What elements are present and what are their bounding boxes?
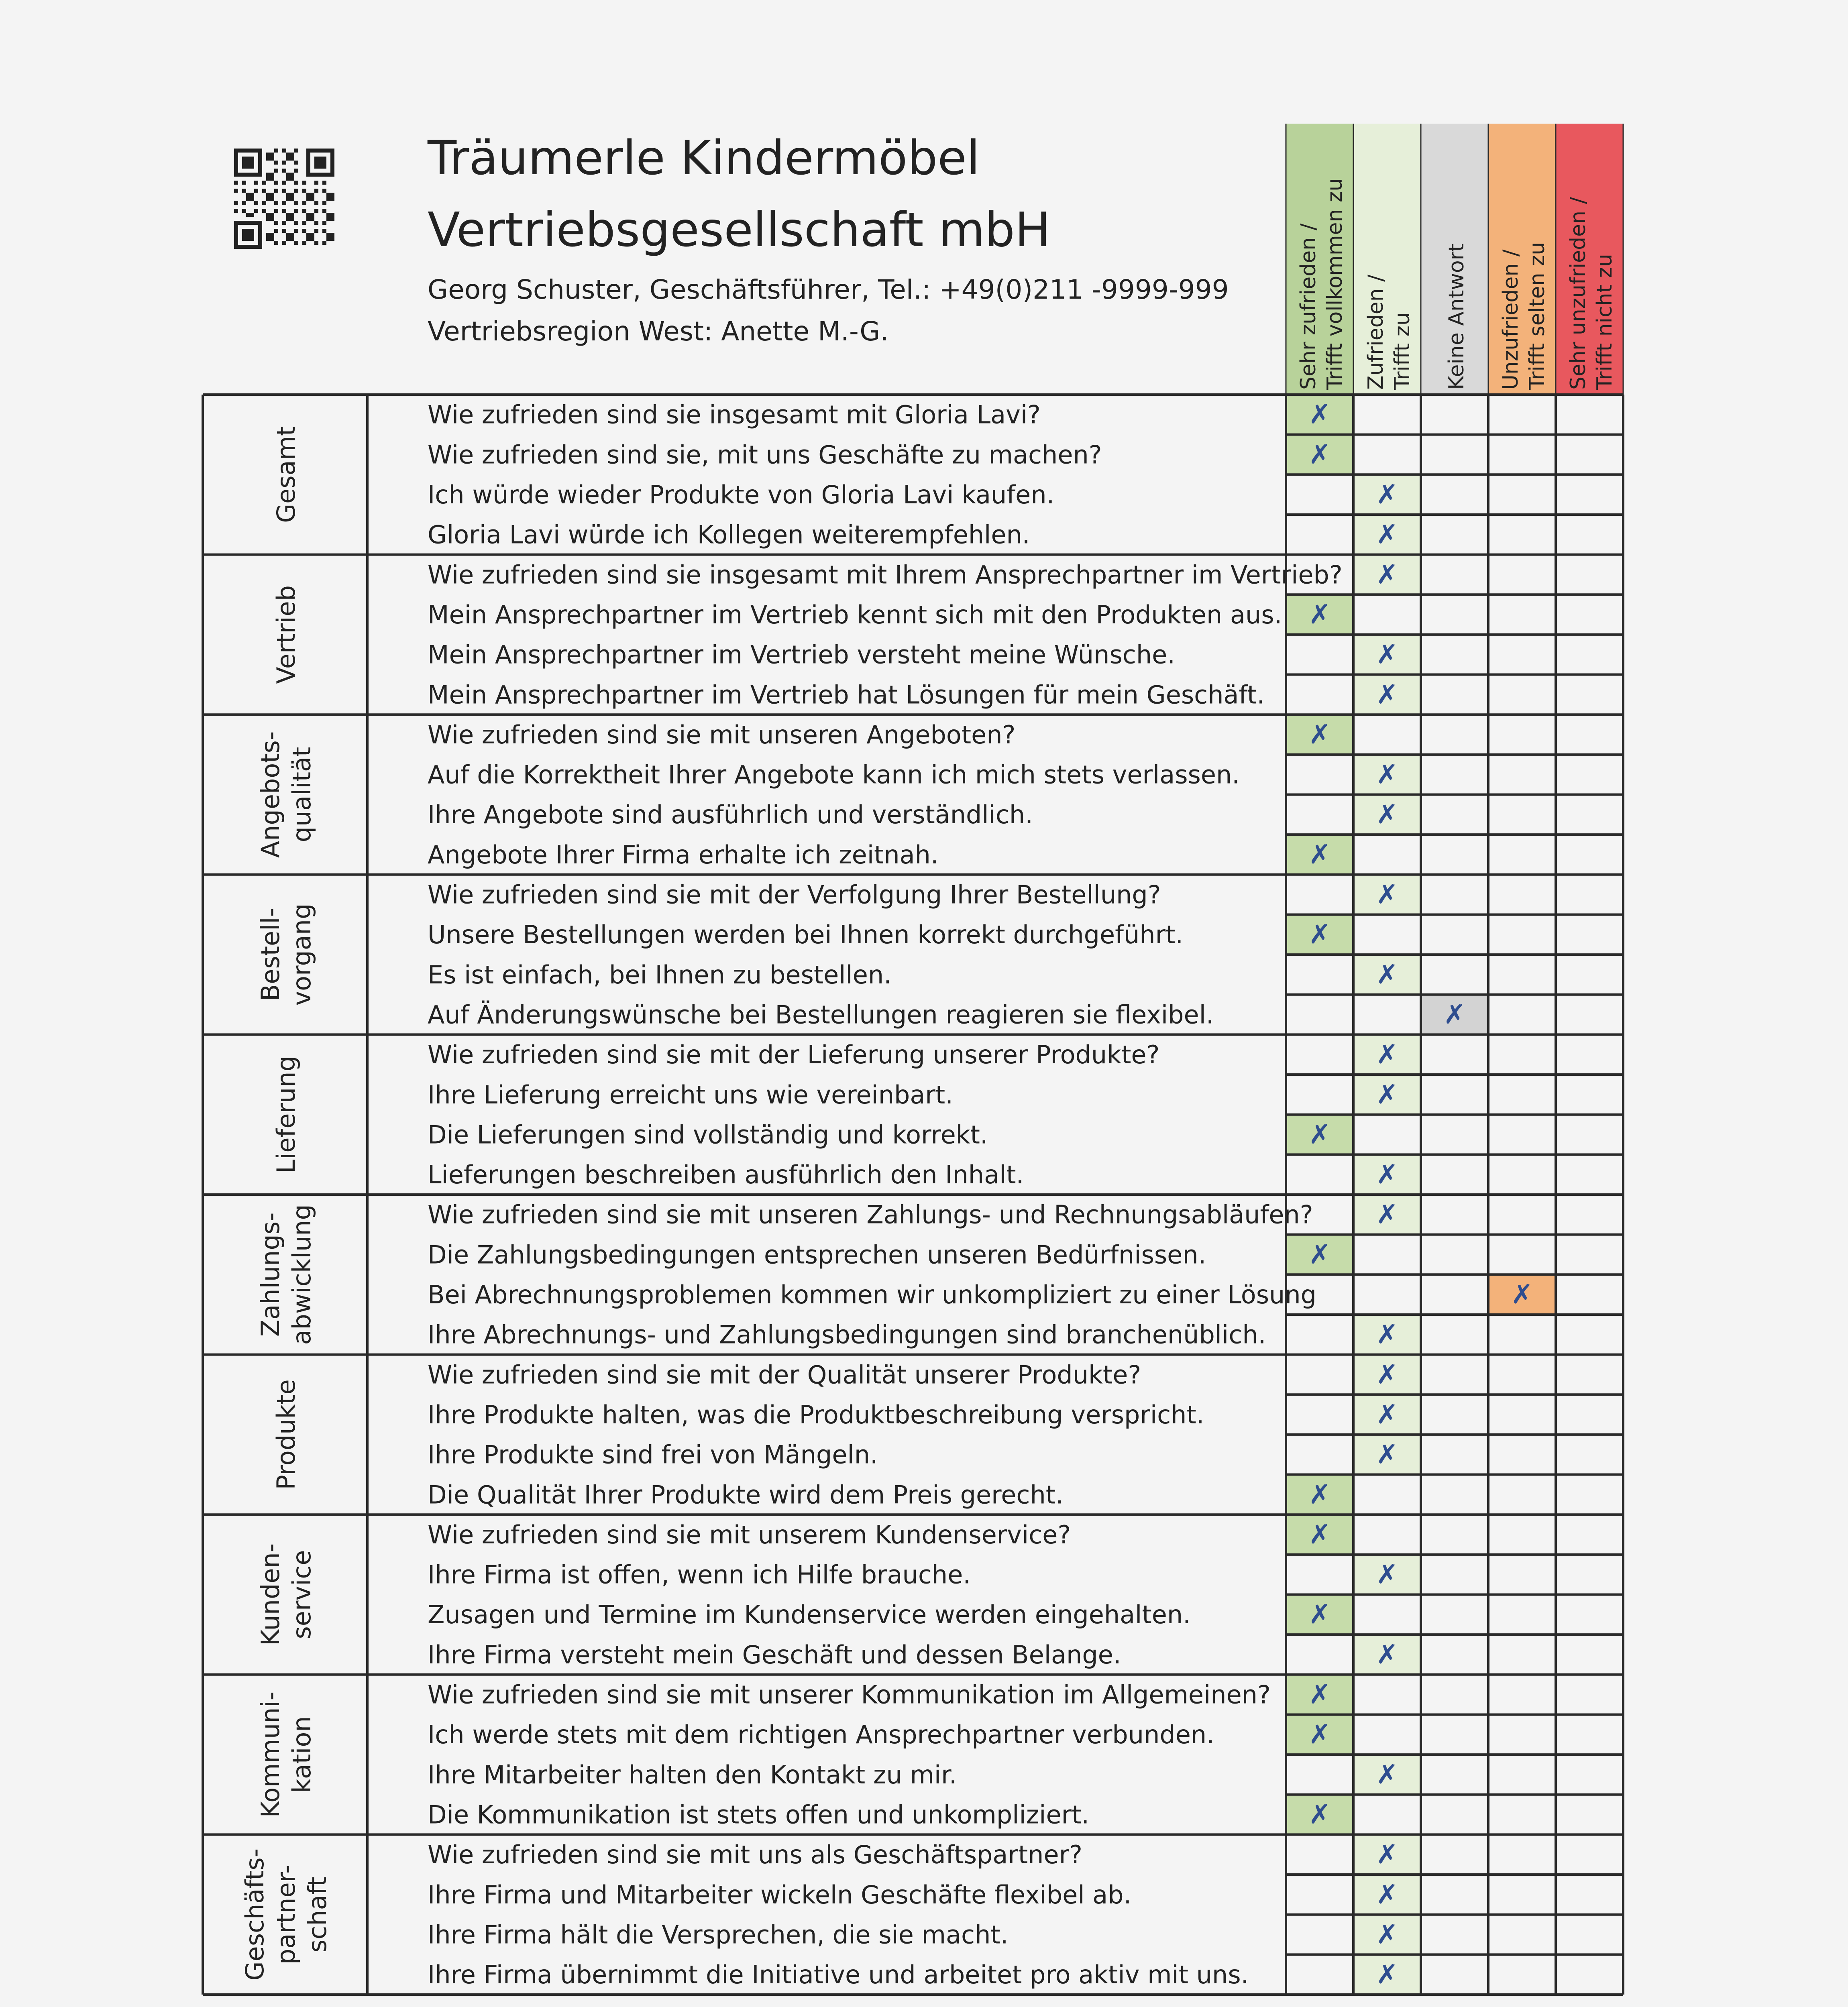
answer-mark: ✗ bbox=[1376, 1159, 1398, 1190]
answer-mark: ✗ bbox=[1376, 1839, 1398, 1870]
answer-column-label: Sehr unzufrieden / bbox=[1566, 197, 1590, 390]
answer-mark: ✗ bbox=[1376, 639, 1398, 670]
section-label: Bestell- bbox=[256, 908, 285, 1001]
question-text: Ihre Firma hält die Versprechen, die sie macht. bbox=[428, 1920, 1009, 1950]
answer-mark: ✗ bbox=[1376, 559, 1398, 590]
section-label: Lieferung bbox=[271, 1056, 301, 1174]
contact-line: Georg Schuster, Geschäftsführer, Tel.: +49(0)211 -9999-999 bbox=[428, 274, 1229, 305]
question-text: Unsere Bestellungen werden bei Ihnen korrekt durchgeführt. bbox=[428, 920, 1184, 950]
section-label: service bbox=[287, 1550, 316, 1639]
section-label: partner- bbox=[271, 1865, 301, 1964]
answer-mark: ✗ bbox=[1376, 879, 1398, 910]
section-label: Kommuni- bbox=[256, 1691, 285, 1818]
question-text: Wie zufrieden sind sie mit unseren Zahlungs- und Rechnungsabläufen? bbox=[428, 1200, 1313, 1229]
section-label: Vertrieb bbox=[271, 585, 301, 684]
question-text: Wie zufrieden sind sie insgesamt mit Ihrem Ansprechpartner im Vertrieb? bbox=[428, 560, 1343, 590]
answer-mark: ✗ bbox=[1376, 1359, 1398, 1390]
section-label: Kunden- bbox=[256, 1543, 285, 1646]
question-text: Ihre Mitarbeiter halten den Kontakt zu mir. bbox=[428, 1760, 957, 1789]
answer-mark: ✗ bbox=[1308, 1518, 1331, 1550]
question-text: Wie zufrieden sind sie mit der Verfolgung Ihrer Bestellung? bbox=[428, 880, 1161, 910]
answer-mark: ✗ bbox=[1376, 1879, 1398, 1910]
question-text: Ihre Lieferung erreicht uns wie vereinbart. bbox=[428, 1080, 953, 1109]
answer-mark: ✗ bbox=[1308, 399, 1331, 430]
answer-mark: ✗ bbox=[1308, 1239, 1331, 1270]
answer-mark: ✗ bbox=[1376, 759, 1398, 790]
answer-mark: ✗ bbox=[1308, 1679, 1331, 1710]
section-label: vorgang bbox=[287, 903, 316, 1006]
answer-mark: ✗ bbox=[1376, 959, 1398, 990]
answer-mark: ✗ bbox=[1443, 999, 1466, 1030]
section-label: kation bbox=[287, 1716, 316, 1793]
question-text: Ihre Firma ist offen, wenn ich Hilfe brauche. bbox=[428, 1560, 971, 1590]
answer-mark: ✗ bbox=[1308, 439, 1331, 470]
question-text: Die Lieferungen sind vollständig und korrekt. bbox=[428, 1120, 988, 1150]
question-text: Angebote Ihrer Firma erhalte ich zeitnah. bbox=[428, 840, 939, 869]
section-label: abwicklung bbox=[287, 1204, 316, 1345]
answer-mark: ✗ bbox=[1511, 1279, 1533, 1310]
answer-mark: ✗ bbox=[1376, 1759, 1398, 1790]
question-text: Lieferungen beschreiben ausführlich den Inhalt. bbox=[428, 1160, 1024, 1190]
question-text: Die Qualität Ihrer Produkte wird dem Preis gerecht. bbox=[428, 1480, 1064, 1510]
question-text: Auf die Korrektheit Ihrer Angebote kann ich mich stets verlassen. bbox=[428, 760, 1240, 790]
question-text: Wie zufrieden sind sie mit uns als Geschäftspartner? bbox=[428, 1840, 1082, 1870]
region-line: Vertriebsregion West: Anette M.-G. bbox=[428, 316, 889, 347]
answer-mark: ✗ bbox=[1376, 1398, 1398, 1430]
answer-mark: ✗ bbox=[1376, 1199, 1398, 1230]
answer-mark: ✗ bbox=[1376, 679, 1398, 710]
answer-column-label: Trifft vollkommen zu bbox=[1323, 178, 1347, 390]
section-label: Zahlungs- bbox=[256, 1212, 285, 1337]
question-text: Ihre Abrechnungs- und Zahlungsbedingungen sind branchenüblich. bbox=[428, 1320, 1266, 1350]
question-text: Ich würde wieder Produkte von Gloria Lavi kaufen. bbox=[428, 480, 1055, 510]
question-text: Wie zufrieden sind sie mit der Qualität unserer Produkte? bbox=[428, 1360, 1141, 1390]
answer-mark: ✗ bbox=[1308, 1599, 1331, 1630]
question-text: Wie zufrieden sind sie mit unserem Kundenservice? bbox=[428, 1520, 1071, 1549]
answer-mark: ✗ bbox=[1308, 1799, 1331, 1830]
company-name-line2: Vertriebsgesellschaft mbH bbox=[428, 202, 1051, 257]
answer-mark: ✗ bbox=[1308, 1119, 1331, 1150]
question-text: Die Kommunikation ist stets offen und unkompliziert. bbox=[428, 1800, 1090, 1830]
section-label: Gesamt bbox=[271, 426, 301, 523]
question-text: Ihre Produkte halten, was die Produktbeschreibung verspricht. bbox=[428, 1400, 1204, 1429]
answer-mark: ✗ bbox=[1376, 1919, 1398, 1950]
question-text: Auf Änderungswünsche bei Bestellungen reagieren sie flexibel. bbox=[428, 1000, 1214, 1030]
answer-mark: ✗ bbox=[1376, 479, 1398, 510]
answer-mark: ✗ bbox=[1376, 1079, 1398, 1110]
question-text: Wie zufrieden sind sie insgesamt mit Gloria Lavi? bbox=[428, 400, 1041, 429]
answer-mark: ✗ bbox=[1376, 1439, 1398, 1470]
question-text: Ich werde stets mit dem richtigen Ansprechpartner verbunden. bbox=[428, 1720, 1214, 1750]
answer-column-label: Unzufrieden / bbox=[1499, 249, 1523, 390]
question-text: Ihre Firma versteht mein Geschäft und dessen Belange. bbox=[428, 1640, 1121, 1669]
answer-mark: ✗ bbox=[1376, 1959, 1398, 1990]
answer-column-label: Zufrieden / bbox=[1364, 275, 1388, 390]
question-text: Mein Ansprechpartner im Vertrieb hat Lösungen für mein Geschäft. bbox=[428, 680, 1265, 710]
question-text: Mein Ansprechpartner im Vertrieb versteht meine Wünsche. bbox=[428, 640, 1175, 670]
section-label: Produkte bbox=[271, 1379, 301, 1490]
section-label: Geschäfts- bbox=[240, 1848, 269, 1981]
question-text: Es ist einfach, bei Ihnen zu bestellen. bbox=[428, 960, 892, 989]
answer-column-label: Trifft zu bbox=[1390, 312, 1414, 390]
question-text: Die Zahlungsbedingungen entsprechen unseren Bedürfnissen. bbox=[428, 1240, 1206, 1270]
question-text: Wie zufrieden sind sie mit unseren Angeboten? bbox=[428, 720, 1016, 749]
section-label: schaft bbox=[303, 1877, 332, 1953]
answer-mark: ✗ bbox=[1308, 839, 1331, 870]
answer-mark: ✗ bbox=[1376, 1639, 1398, 1670]
answer-mark: ✗ bbox=[1376, 1319, 1398, 1350]
answer-mark: ✗ bbox=[1308, 1719, 1331, 1750]
answer-mark: ✗ bbox=[1376, 799, 1398, 830]
answer-column-label: Keine Antwort bbox=[1445, 243, 1469, 390]
question-text: Wie zufrieden sind sie mit unserer Kommunikation im Allgemeinen? bbox=[428, 1680, 1271, 1710]
section-label: qualität bbox=[287, 747, 316, 843]
question-text: Mein Ansprechpartner im Vertrieb kennt sich mit den Produkten aus. bbox=[428, 600, 1282, 629]
question-text: Wie zufrieden sind sie, mit uns Geschäfte zu machen? bbox=[428, 440, 1102, 470]
answer-mark: ✗ bbox=[1308, 1479, 1331, 1510]
answer-column-label: Trifft nicht zu bbox=[1593, 254, 1617, 390]
question-text: Ihre Produkte sind frei von Mängeln. bbox=[428, 1440, 878, 1470]
answer-mark: ✗ bbox=[1308, 719, 1331, 750]
answer-column-label: Trifft selten zu bbox=[1525, 242, 1549, 390]
answer-mark: ✗ bbox=[1376, 1559, 1398, 1590]
answer-mark: ✗ bbox=[1376, 519, 1398, 550]
question-text: Bei Abrechnungsproblemen kommen wir unkompliziert zu einer Lösung bbox=[428, 1280, 1316, 1310]
answer-mark: ✗ bbox=[1308, 598, 1331, 630]
question-text: Zusagen und Termine im Kundenservice werden eingehalten. bbox=[428, 1600, 1191, 1630]
section-label: Angebots- bbox=[256, 731, 285, 858]
company-name-line1: Träumerle Kindermöbel bbox=[428, 130, 980, 185]
question-text: Gloria Lavi würde ich Kollegen weiterempfehlen. bbox=[428, 520, 1030, 550]
question-text: Ihre Angebote sind ausführlich und verständlich. bbox=[428, 800, 1033, 830]
answer-column-label: Sehr zufrieden / bbox=[1296, 223, 1320, 390]
question-text: Ihre Firma übernimmt die Initiative und arbeitet pro aktiv mit uns. bbox=[428, 1960, 1249, 1990]
answer-mark: ✗ bbox=[1376, 1039, 1398, 1070]
question-text: Ihre Firma und Mitarbeiter wickeln Geschäfte flexibel ab. bbox=[428, 1880, 1132, 1909]
answer-mark: ✗ bbox=[1308, 919, 1331, 950]
question-text: Wie zufrieden sind sie mit der Lieferung unserer Produkte? bbox=[428, 1040, 1160, 1070]
